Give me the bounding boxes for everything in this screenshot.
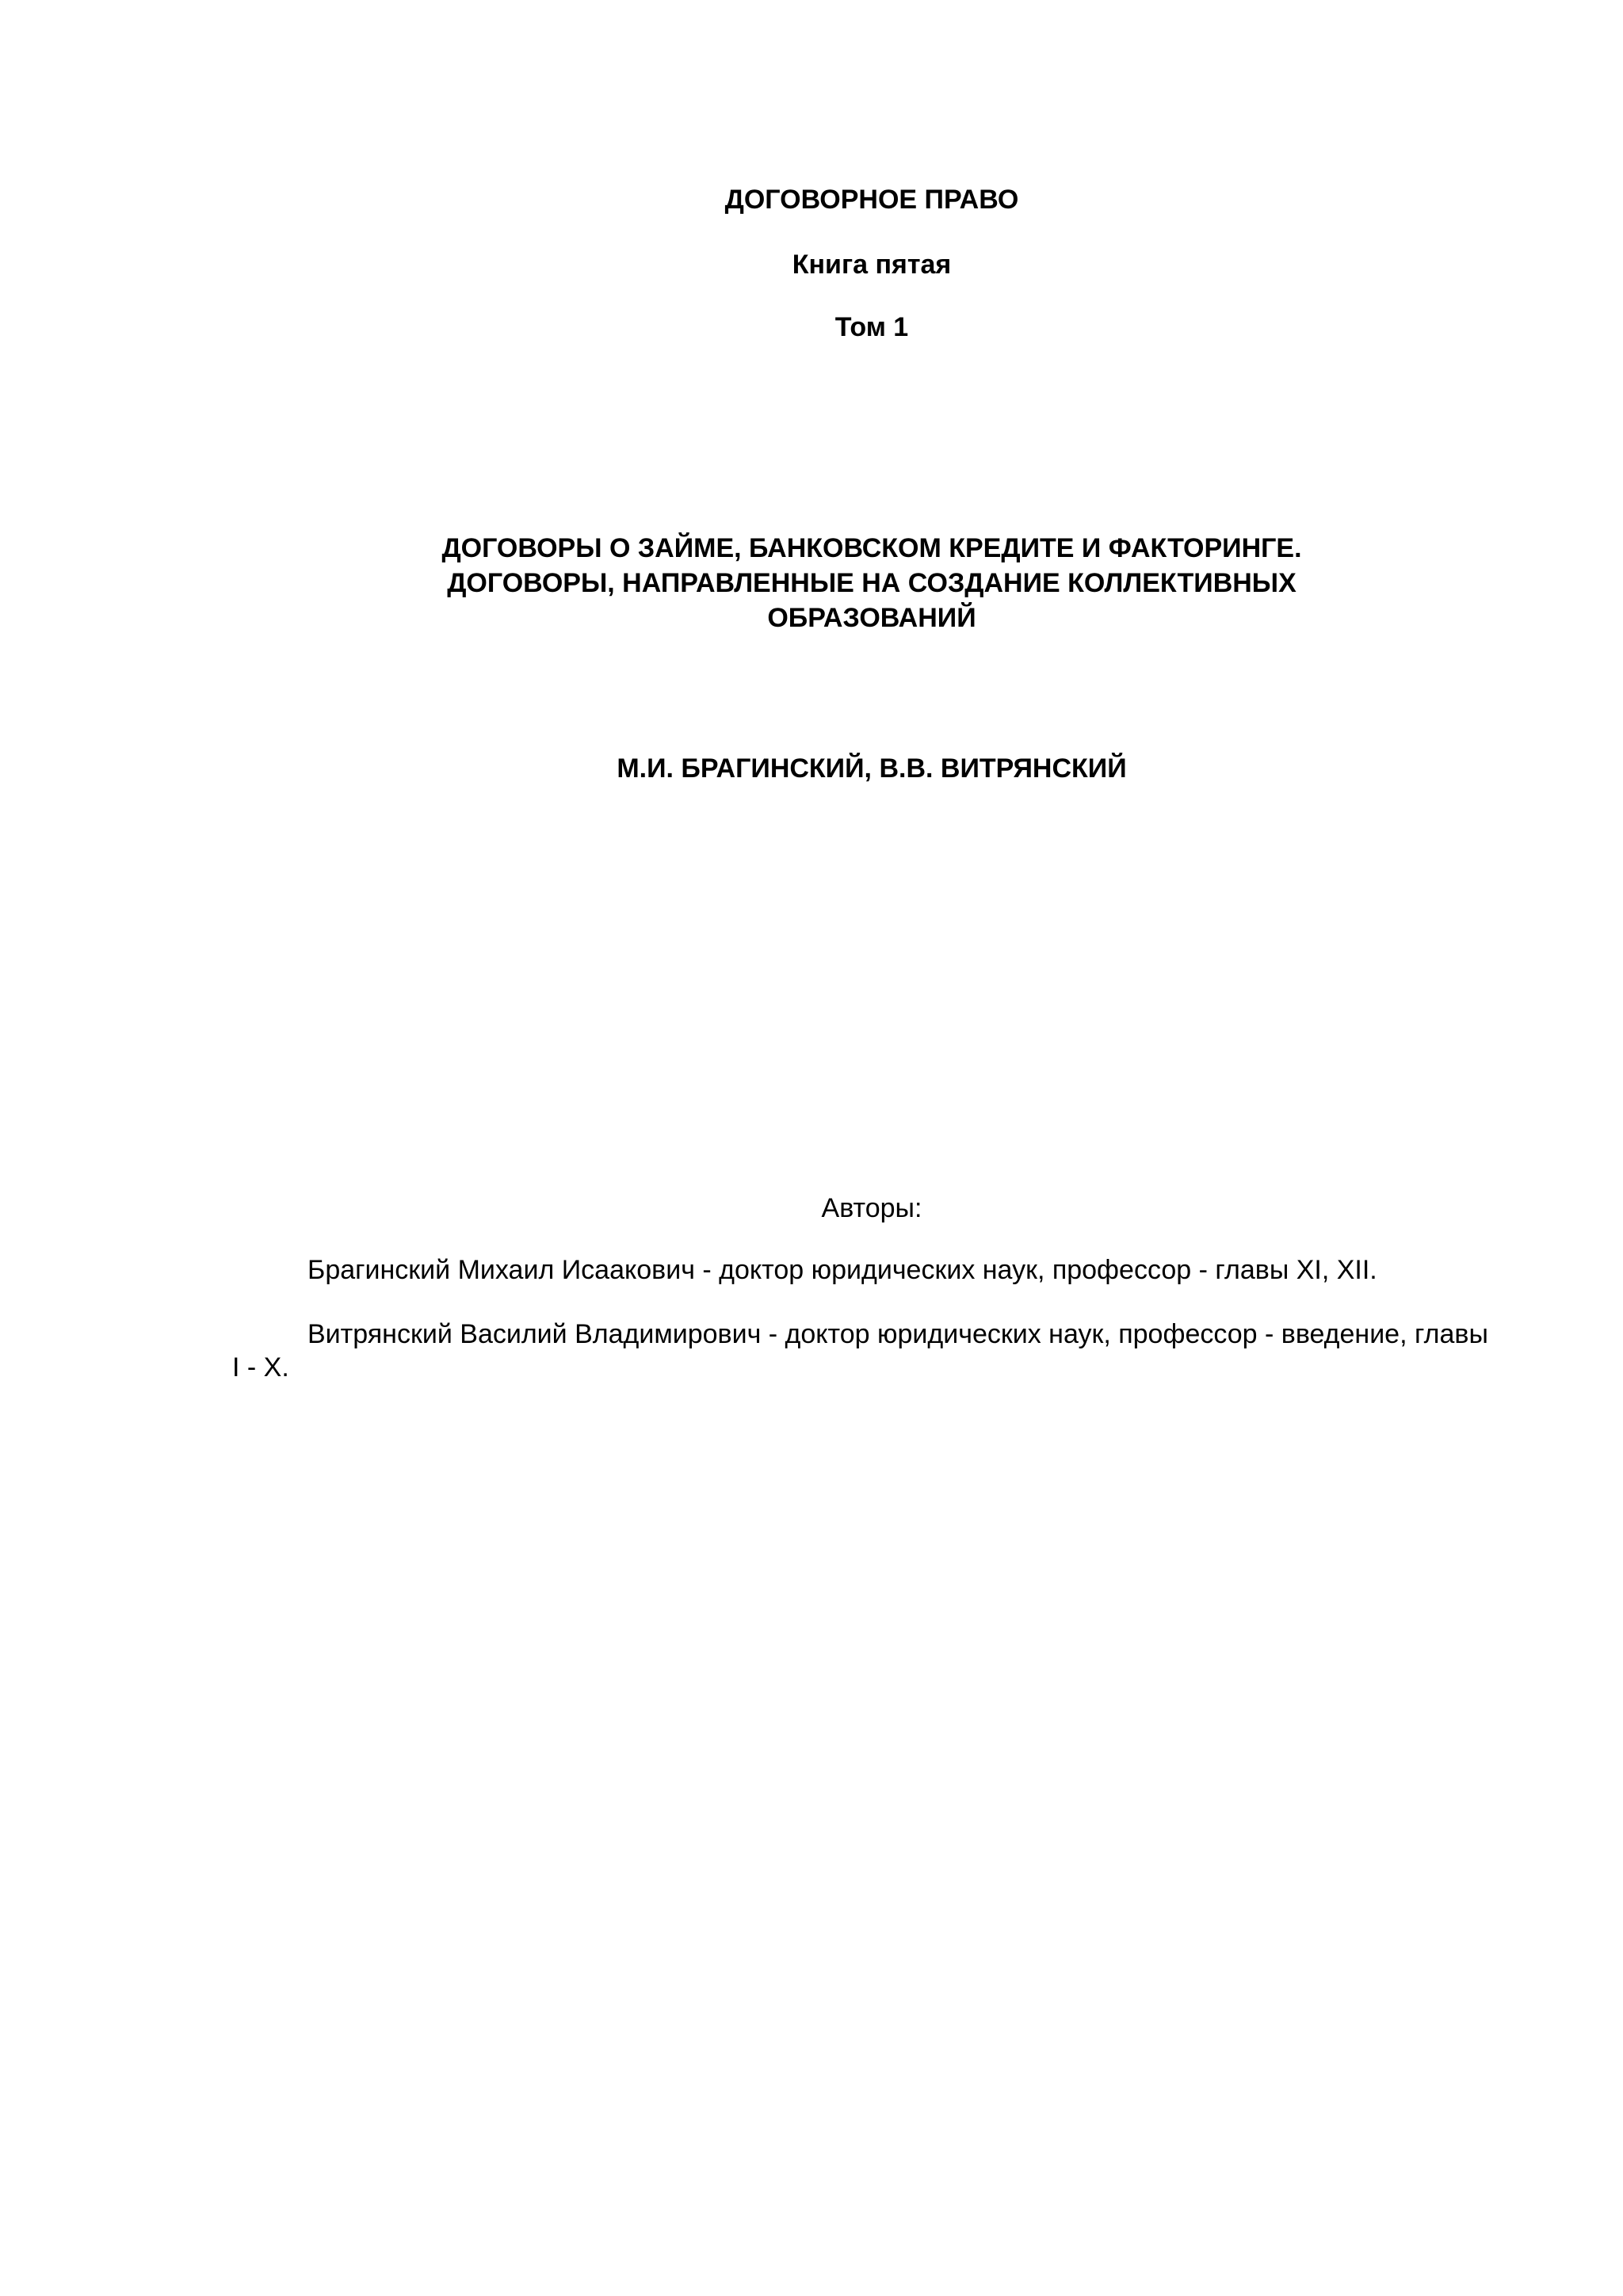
book-title: ДОГОВОРНОЕ ПРАВО xyxy=(724,185,1019,215)
main-title-line-2: ДОГОВОРЫ, НАПРАВЛЕННЫЕ НА СОЗДАНИЕ КОЛЛЕКТИВНЫХ xyxy=(447,568,1296,598)
author-entry-2: Витрянский Василий Владимирович - доктор юридических наук, профессор - введение, главы xyxy=(307,1319,1488,1349)
authors-label: Авторы: xyxy=(821,1193,922,1223)
author-entry-2-continuation: I - X. xyxy=(232,1352,289,1383)
volume-label: Том 1 xyxy=(834,312,909,342)
main-title xyxy=(0,531,1623,635)
authors-short: М.И. БРАГИНСКИЙ, В.В. ВИТРЯНСКИЙ xyxy=(617,753,1127,784)
main-title-line-3: ОБРАЗОВАНИЙ xyxy=(767,603,976,633)
book-number: Книга пятая xyxy=(792,250,952,280)
main-title-line-1: ДОГОВОРЫ О ЗАЙМЕ, БАНКОВСКОМ КРЕДИТЕ И ФАКТОРИНГЕ. xyxy=(441,533,1302,563)
author-entry-1: Брагинский Михаил Исаакович - доктор юридических наук, профессор - главы XI, XII. xyxy=(307,1255,1377,1285)
